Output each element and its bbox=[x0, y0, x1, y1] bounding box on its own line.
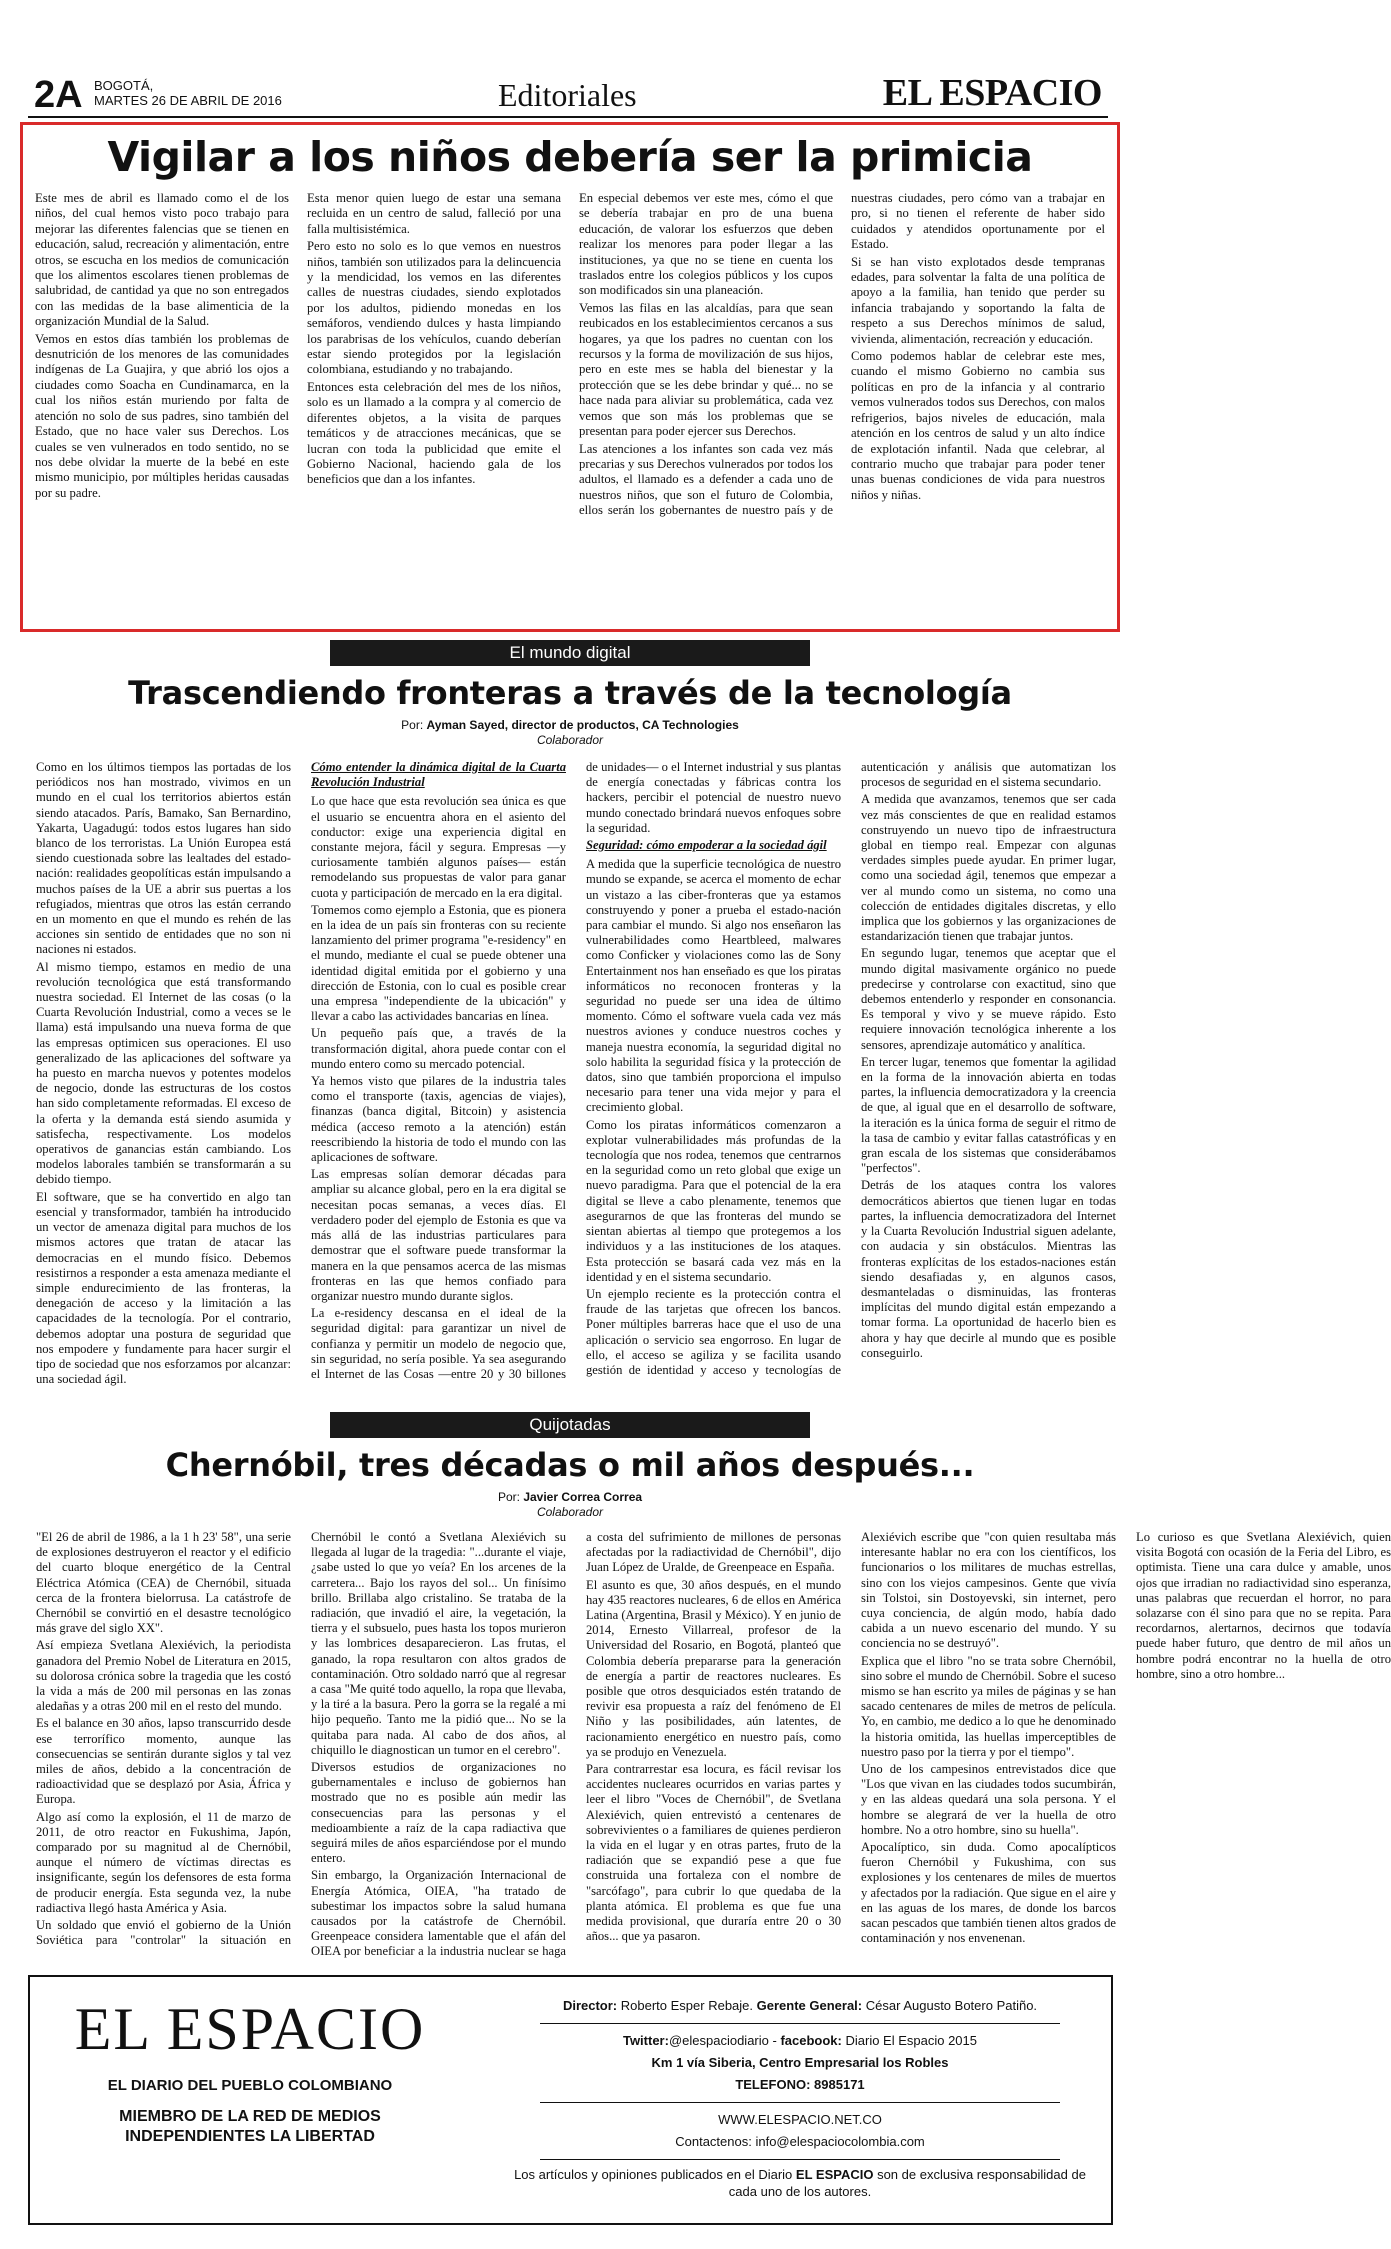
article-paragraph: A medida que la superficie tecnológica de nuestro mundo se expande, se acerca el momento de echar un vistazo a las ciber-fronteras que ya estamos construyendo y poner a prueba el estado-nación para cambiar el mundo. Si algo nos enseñaron las vulnerabilidades como Heartbleed, malwares como Conficker y violaciones como las de Sony Entertainment nos han enseñado es que los piratas informáticos no reconocen fronteras y la seguridad no puede ser una idea de último momento. Cómo el software vuela cada vez más nuestros aviones y conduce nuestros coches y maneja nuestra economía, la seguridad digital no solo habilita la seguridad física y la protección de datos, sino que también proporciona el impulso necesario para tener una vida mejor y para el crecimiento global. bbox=[586, 857, 841, 1115]
address: Km 1 vía Siberia, Centro Empresarial los Robles bbox=[651, 2055, 949, 2070]
article-paragraph: Sin embargo, la Organización Internacional de Energía Atómica, OIEA, "ha tratado de subestimar los impactos sobre la salud humana causados por la catástrofe de Chernóbil. Greenpeace considera lamentable que el afán del OIEA por beneficiar a la industria nuclear se haga a costa del sufrimiento de millones de personas afectadas por la radiactividad de Chernóbil", dijo Juan López de Uralde, de Greenpeace en España. bbox=[311, 1530, 841, 1959]
article-title: Trascendiendo fronteras a través de la tecnología bbox=[128, 674, 1012, 712]
byline-role: Colaborador bbox=[536, 1505, 604, 1519]
article-paragraph: Es el balance en 30 años, lapso transcurrido desde ese terrorífico momento, aunque las consecuencias se sentirán durante siglos y tal vez miles de años, debido a la concentración de radioactividad que se desplazó por Asia, África y Europa. bbox=[36, 1716, 291, 1807]
byline-prefix: Por: bbox=[497, 1490, 520, 1504]
phone-number: 8985171 bbox=[814, 2077, 865, 2092]
brand-logo: EL ESPACIO bbox=[882, 72, 1102, 114]
section-label: Editoriales bbox=[498, 77, 637, 113]
member-line-2: INDEPENDIENTES LA LIBERTAD bbox=[125, 2128, 375, 2145]
article-paragraph: En tercer lugar, tenemos que fomentar la agilidad en la forma de la innovación abierta en todas partes, la influencia democratizadora y la creencia de que, al igual que en el desarrollo de software, la iteración es la única forma de seguir el ritmo de la tasa de cambio y evitar fallas catastróficas y en gran escala de los sistemas que considerábamos "perfectos". bbox=[861, 1054, 1116, 1176]
byline-author: Ayman Sayed, director de productos, CA Technologies bbox=[426, 718, 739, 732]
member-line-1: MIEMBRO DE LA RED DE MEDIOS bbox=[119, 2108, 381, 2125]
editorial-paragraph: Entonces esta celebración del mes de los niños, solo es un llamado a la compra y al comercio de diferentes objetos, a la visita de parques temáticos y de atracciones mecánicas, que se lucran con toda la publicidad que emite el Gobierno Nacional, haciendo gala de los beneficios que dan a los infantes. bbox=[307, 379, 561, 487]
editorial-paragraph: Si se han visto explotados desde tempranas edades, para solventar la falta de una política de apoyo a la familia, han tenido que perder su infancia trabajando y soportando la falta de respeto a sus Derechos mínimos de salud, vivienda, alimentación, recreación y educación. bbox=[851, 254, 1105, 346]
editorial-paragraph: Como podemos hablar de celebrar este mes, cuando el mismo Gobierno no cambia sus políticas en pro de la infancia y al contrario vemos vulnerados todos sus Derechos, con malos refrigerios, bajos niveles de educación, mala atención en los centros de salud y un alto índice de explotación infantil. Nada que celebrar, al contrario mucho que trabajar para poder tener unas buenas condiciones de vida para nuestros niños y niñas. bbox=[851, 349, 1105, 502]
article-byline bbox=[20, 1490, 1120, 1520]
disclaimer-text: Los artículos y opiniones publicados en el Diario bbox=[514, 2167, 793, 2182]
editorial-body bbox=[35, 191, 1105, 519]
section-ribbon-mundo-digital: El mundo digital bbox=[330, 640, 810, 666]
footer-box bbox=[28, 1975, 1113, 2225]
byline-prefix: Por: bbox=[401, 718, 424, 732]
editorial-paragraph: Este mes de abril es llamado como el de los niños, del cual hemos visto poco trabajo para mejorar las diferentes falencias que se tienen en educación, salud, recreación y alimentación, entre otros, se escucha en los medios de comunicación que los alimentos escolares tienen problemas de salubridad, de cantidad ya que no son entregados con las medidas de la base alimenticia de la organización Mundial de la Salud. bbox=[35, 191, 289, 329]
article-paragraph: Tomemos como ejemplo a Estonia, que es pionera en la idea de un país sin fronteras con su reciente lanzamiento del primer programa "e-residency" en el mundo, mediante el cual se puede obtener una identidad digital emitida por el gobierno y una dirección de Estonia, con lo cual es posible crear una empresa "independiente de la ubicación" y llevar a cabo las actividades bancarias en línea. bbox=[311, 902, 566, 1024]
article-paragraph: Como en los últimos tiempos las portadas de los periódicos nos han mostrado, vivimos en un mundo en el cual los territorios abiertos están siendo atacados. París, Bamako, San Bernardino, Yakarta, Uagadugú: todos estos lugares han sido blanco de los terroristas. La Unión Europea está siendo cuestionada sobre las lealtades del estado-nación: realidades geopolíticas están impulsando a muchos países de la UE a abrir sus puertas a los refugiados, mientras que otros las están cerrando en un momento en que el mundo es rehén de las acciones sin sentido de entidades que no son ni naciones ni estados. bbox=[36, 760, 291, 957]
article-title: Chernóbil, tres décadas o mil años después... bbox=[165, 1446, 975, 1484]
editorial-paragraph: Esta menor quien luego de estar una semana recluida en un centro de salud, falleció por una falla multisistémica. bbox=[307, 191, 561, 236]
masthead bbox=[28, 70, 1108, 118]
contact-email[interactable]: info@elespaciocolombia.com bbox=[755, 2134, 925, 2149]
article-paragraph: Así empieza Svetlana Alexiévich, la periodista ganadora del Premio Nobel de Literatura en 2015, su dolorosa crónica sobre la tragedia que les costó la vida a más de 200 mil personas en las zonas aledañas y a otras 200 mil en el resto del mundo. bbox=[36, 1638, 291, 1714]
article-paragraph: Lo curioso es que Svetlana Alexiévich, quien visita Bogotá con ocasión de la Feria del Libro, es optimista. Tiene una cara dulce y amable, unos ojos que irradian no radiactividad sino esperanza, unas palabras que recuerdan el horror, no para solazarse con él sino para que no se repita. Para recordarnos, alertarnos, decirnos que todavía puede haber futuro, que dentro de mil años un hombre podrá encontrar no la huella de otro hombre, sino a otro hombre... bbox=[1136, 1530, 1391, 1681]
article-paragraph: Para contrarrestar esa locura, es fácil revisar los accidentes nucleares ocurridos en varias partes y leer el libro "Voces de Chernóbil", de Svetlana Alexiévich, quien entrevistó a centenares de sobrevivientes o a familiares de quienes perdieron la vida en el lugar y en otras partes, fruto de la radiación que se expandió pese a que fue construida una fortaleza con el nombre de "sarcófago", para cubrir lo que quedaba de la planta atómica. El problema es que fue una medida provisional, que duraría entre 20 o 30 años... que ya pasaron. bbox=[586, 1762, 841, 1944]
article-paragraph: La e-residency descansa en el ideal de la seguridad digital: para garantizar un nivel de confianza y permitir un modelo de negocio que, sin seguridad, no sería posible. Ya sea asegurando el Internet de las Cosas —entre 20 y 30 billones de unidades— o el Internet industrial y sus plantas de energía conectadas y fábricas contra los hackers, percibir el potencial de nuestro nuevo mundo conectado brindará nuevos enfoques sobre la seguridad. bbox=[311, 760, 841, 1381]
article-paragraph: Alexiévich escribe que "con quien resultaba más interesante hablar no era con los científicos, los funcionarios o los militares de muchas estrellas, sino con los viejos campesinos. Gente que vivía sin Tolstoi, sin Dostoyevski, sin internet, pero cuya conciencia, de algún modo, había dado cabida a un nuevo escenario del mundo. Y su conciencia no se destruyó". bbox=[861, 1530, 1116, 1651]
byline-role: Colaborador bbox=[536, 733, 604, 747]
footer-logo: EL ESPACIO bbox=[74, 1996, 426, 2062]
contact-line bbox=[500, 2131, 1100, 2153]
article-paragraph: Detrás de los ataques contra los valores democráticos abiertos que tienen lugar en todas partes, la influencia democratizadora del Internet y la Cuarta Revolución Industrial siguen adelante, con audacia y sin obstáculos. Mientras las fronteras explícitas de los estados-naciones están siendo desafiadas y, en algunos casos, desmanteladas o disminuidas, las fronteras implícitas del mundo digital están empezando a tomar forma. La oportunidad de hacerlo bien es ahora y hay que decirle al mundo que es posible conseguirlo. bbox=[861, 1178, 1116, 1360]
editorial-title: Vigilar a los niños debería ser la primicia bbox=[107, 133, 1033, 181]
page-number: 2A bbox=[34, 74, 83, 116]
article-paragraph: Como los piratas informáticos comenzaron a explotar vulnerabilidades más profundas de la tecnología que nos rodea, tenemos que centrarnos en la seguridad como un reto global que exige un nuevo paradigma. Para que el potencial de la era digital se lleve a cabo plenamente, tenemos que asegurarnos de que las fronteras del mundo se sientan abiertas al tiempo que protegemos a los individuos y a las instituciones de los ataques. Esta protección se basará cada vez más en la identidad y en el sistema secundario. bbox=[586, 1117, 841, 1284]
disclaimer bbox=[500, 2166, 1100, 2200]
article-body bbox=[36, 1530, 1391, 1962]
contact-label: Contactenos: bbox=[675, 2134, 752, 2149]
editorial-paragraph: Pero esto no solo es lo que vemos en nuestros niños, también son utilizados para la delincuencia y la mendicidad, los vemos en las diferentes calles de nuestras ciudades, siendo explotados por los adultos, pidiendo monedas en los semáforos, vendiendo dulces y hasta limpiando los parabrisas de los vehículos, cuando deberían estar siendo protegidos por la legislación colombiana, estudiando y no trabajando. bbox=[307, 239, 561, 377]
article-paragraph: Al mismo tiempo, estamos en medio de una revolución tecnológica que está transformando nuestra sociedad. El Internet de las cosas (o la Cuarta Revolución Industrial, como a veces se le llama) está impulsando una nueva forma de que las empresas optimicen sus operaciones. El uso generalizado de las aplicaciones del software ya ha puesto en marcha nuevos y potentes modelos de negocio, donde las estructuras de los costos han sido completamente reformadas. El exceso de la oferta y la demanda está siendo asumida y satisfecha, respectivamente. Los modelos operativos de ganancias están cambiando. Los modelos laborales también se transformarán a su debido tiempo. bbox=[36, 959, 291, 1187]
article-paragraph: Las empresas solían demorar décadas para ampliar su alcance global, pero en la era digital se necesitan pocas semanas, a veces días. El verdadero poder del ejemplo de Estonia es que va más allá de las industrias particulares para demostrar que el software puede transformar la manera en la que pensamos acerca de las mismas fronteras en las que hemos confiado para organizar nuestro mundo durante siglos. bbox=[311, 1167, 566, 1303]
website-link[interactable]: WWW.ELESPACIO.NET.CO bbox=[718, 2112, 882, 2127]
dateline-city: BOGOTÁ, bbox=[94, 78, 154, 93]
editorial-paragraph: Las atenciones a los infantes son cada vez más precarias y sus Derechos vulnerados por todos los adultos, el llamado es a defender a cada uno de nuestros niños, que son el futuro de Colombia, ellos serán los gobernantes de nuestro país y de nuestras ciudades, pero cómo van a trabajar en pro, si no tienen el referente de haber sido cuidados y atendidos oportunamente por el Estado. bbox=[579, 191, 1105, 518]
article-paragraph: Un ejemplo reciente es la protección contra el fraude de las tarjetas que ofrecen los bancos. Poner múltiples barreras hace que el uso de una aplicación o servicio sea engorroso. En lugar de ello, el acceso se agiliza y se facilita usando gestión de identidad y acceso y tecnologías de autenticación y análisis que automatizan los procesos de seguridad en el sistema secundario. bbox=[586, 760, 1116, 1377]
article-paragraph: El software, que se ha convertido en algo tan esencial y transformador, también ha introducido un vector de amenaza digital para muchos de los mismos actores que tratan de atacar las democracias en el mundo físico. Debemos resistirnos a responder a esta amenaza mediante el simple endurecimiento de las fronteras, la denegación de acceso y la limitación a las capacidades de la tecnología. Por el contrario, debemos adoptar una postura de seguridad que nos empodere y fundamente para hacer surgir el tipo de sociedad que nos esforzamos por alcanzar: una sociedad ágil. bbox=[36, 1189, 291, 1387]
manager-label: Gerente General: bbox=[756, 1998, 863, 2013]
article-byline bbox=[20, 718, 1120, 748]
manager-name: César Augusto Botero Patiño. bbox=[865, 1998, 1038, 2013]
article-paragraph: "El 26 de abril de 1986, a la 1 h 23' 58", una serie de explosiones destruyeron el reactor y el edificio del cuarto bloque energético de la Central Eléctrica Atómica (CEA) de Chernóbil, situada cerca de la frontera bielorrusa. La catástrofe de Chernóbil se convirtió en el desastre tecnológico más grave del siglo XX". bbox=[36, 1530, 291, 1636]
article-paragraph: Lo que hace que esta revolución sea única es que el usuario se encuentra ahora en el asiento del conductor: exige una experiencia digital en constante mejora, fácil y segura. Empresas —y curiosamente también algunos países— están remodelando sus propuestas de valor para ganar cuota y participación de mercado en la era digital. bbox=[311, 794, 566, 900]
editorial-paragraph: Vemos en estos días también los problemas de desnutrición de los menores de las comunidades indígenas de La Guajira, y que abrió los ojos a ciudades como Soacha en Cundinamarca, en la cual los niños están muriendo por falta de atención no solo de sus padres, sino también del Estado, que no hace valer sus Derechos. Los cuales se ven vulnerados en todo sentido, no se nos debe olvidar la muerte de la bebé en este mismo municipio, por múltiples heridas causadas por su padre. bbox=[35, 331, 289, 500]
footer-tagline: EL DIARIO DEL PUEBLO COLOMBIANO bbox=[107, 2077, 393, 2094]
footer-info bbox=[500, 1995, 1100, 2200]
address-line bbox=[500, 2052, 1100, 2074]
editorial-paragraph: Vemos las filas en las alcaldías, para que sean reubicados en los establecimientos cercanos a sus hogares, ya que los padres no cuentan con los recursos y la forma de movilización de sus hijos, pero en este mes se habla del bienestar y la protección que se les debe brindar y qué... no se hace nada para aliviar su problemática, cada vez vemos que son más los problemas que se presentan para poder ejercer sus Derechos. bbox=[579, 300, 833, 439]
facebook-label: facebook: bbox=[780, 2033, 842, 2048]
dateline-date: MARTES 26 DE ABRIL DE 2016 bbox=[94, 93, 282, 108]
article-paragraph: Uno de los campesinos entrevistados dice que "Los que vivan en las ciudades todos sucumbirán, y en las aldeas quedará una sola persona. Y el hombre se alegrará de ver la huella de otro hombre. No a otro hombre, sino su huella". bbox=[861, 1762, 1116, 1837]
divider bbox=[540, 2102, 1060, 2103]
divider bbox=[540, 2159, 1060, 2160]
byline-author: Javier Correa Correa bbox=[523, 1490, 643, 1504]
website-line bbox=[500, 2109, 1100, 2131]
twitter-label: Twitter: bbox=[622, 2033, 669, 2048]
editorial-paragraph: En especial debemos ver este mes, cómo el que se debería trabajar en pro de una buena educación, de valorar los esfuerzos que deben realizar los menores para poder llegar a las instituciones, ya que no se tiene en cuenta los traslados entre los colegios públicos y los cupos son modificados sin una planeación. bbox=[579, 191, 833, 298]
article-subheading: Cómo entender la dinámica digital de la Cuarta Revolución Industrial bbox=[311, 760, 566, 790]
editorial-box bbox=[20, 122, 1120, 632]
article-paragraph: El asunto es que, 30 años después, en el mundo hay 435 reactores nucleares, 6 de ellos en América Latina (Argentina, Brasil y México). Y en junio de 2014, Ernesto Villarreal, profesor de la Universidad del Rosario, en Bogotá, planteó que Colombia debería prepararse para la generación de energía a partir de reactores nucleares. Es posible que otros desquiciados estén tratando de revivir esa propuesta a raíz del fenómeno de El Niño y las posibilidades, aún latentes, de racionamiento energético en nuestro país, como ya se produjo en Venezuela. bbox=[586, 1577, 841, 1759]
article-paragraph: En segundo lugar, tenemos que aceptar que el mundo digital masivamente orgánico no puede predecirse y controlarse con exactitud, sino que debemos entenderlo y responder en consonancia. Es temporal y vivo y se mueve rápido. Esto requiere innovación tecnológica inherente a los sensores, aprendizaje automático y analítica. bbox=[861, 946, 1116, 1052]
staff-line bbox=[500, 1995, 1100, 2017]
twitter-handle: @elespaciodiario bbox=[668, 2033, 769, 2048]
article-paragraph: Un pequeño país que, a través de la transformación digital, ahora puede contar con el mundo entero como su mercado potencial. bbox=[311, 1026, 566, 1071]
social-line: Twitter:@elespaciodiario - facebook: Diario El Espacio 2015 bbox=[622, 2033, 978, 2048]
dateline bbox=[94, 78, 282, 108]
director-name: Roberto Esper Rebaje. bbox=[620, 1998, 754, 2013]
director-label: Director: bbox=[562, 1998, 618, 2013]
section-ribbon-quijotadas: Quijotadas bbox=[330, 1412, 810, 1438]
phone-line bbox=[500, 2074, 1100, 2096]
disclaimer-brand: EL ESPACIO bbox=[795, 2167, 874, 2182]
article-paragraph: Apocalíptico, sin duda. Como apocalípticos fueron Chernóbil y Fukushima, con sus explosiones y los centenares de miles de muertos y afectados por la radiación. Que sigue en el aire y en las aguas de los mares, de donde los barcos sacan pescados que también tienen altos grados de contaminación y nos envenenan. bbox=[861, 1840, 1116, 1946]
article-paragraph: A medida que avanzamos, tenemos que ser cada vez más conscientes de que en realidad estamos construyendo un nuevo tipo de infraestructura global en tiempo real. Empezar con algunas verdades simples puede ayudar. En primer lugar, como una sociedad ágil, tenemos que empezar a ver al mundo como un sistema, no como una colección de entidades digitales discretas, y ello implica que los gobiernos y las organizaciones de estandarización tienen que trabajar juntos. bbox=[861, 792, 1116, 944]
article-paragraph: Diversos estudios de organizaciones no gubernamentales e incluso de gobiernos han mostrado que no es posible aún medir las consecuencias para las personas y el medioambiente a raíz de la capa radiactiva que seguirá miles de años esparciéndose por el mundo entero. bbox=[311, 1760, 566, 1866]
phone-label: TELEFONO: bbox=[735, 2077, 811, 2092]
divider bbox=[540, 2023, 1060, 2024]
article-paragraph: Algo así como la explosión, el 11 de marzo de 2011, de otro reactor en Fukushima, Japón, comparado por su magnitud al de Chernóbil, aunque el número de víctimas directas es insignificante, según los defensores de esta forma de producir energía. Esta segunda vez, la nube radiactiva llegó hasta América y Asia. bbox=[36, 1809, 291, 1915]
article-paragraph: Explica que el libro "no se trata sobre Chernóbil, sino sobre el mundo de Chernóbil. Sobre el suceso mismo se han escrito ya miles de páginas y se han sacado centenares de miles de metros de película. Yo, en cambio, me dedico a lo que he denominado la historia omitida, las huellas imperceptibles de nuestro paso por la tierra y por el tiempo". bbox=[861, 1653, 1116, 1759]
facebook-page: Diario El Espacio 2015 bbox=[845, 2033, 978, 2048]
article-paragraph: Ya hemos visto que pilares de la industria tales como el transporte (taxis, agencias de viajes), finanzas (banca digital, Bitcoin) y asistencia médica (acceso remoto a la atención) están reescribiendo la historia de todo el mundo con las aplicaciones de software. bbox=[311, 1074, 566, 1165]
article-paragraph: Un soldado que envió el gobierno de la Unión Soviética para "controlar" la situación en Chernóbil le contó a Svetlana Alexiévich su llegada al lugar de la tragedia: "...durante el viaje, ¿sabe usted lo que yo veía? En los arcenes de la carretera... Bajo los rayos del sol... Un finísimo brillo. Brillaba algo cristalino. Se trataba de la radiación, que invadió el aire, la vegetación, la tierra y el subsuelo, pues hasta los topos murieron y las lombrices desaparecieron. Las frutas, el ganado, la ropa resultaron con altos grados de contaminación. Otro soldado narró que al regresar a casa "Me quité todo aquello, la ropa que llevaba, y la tiré a la basura. Pero la gorra se la regalé a mi hijo pequeño. Tanto me la pidió que... No se la quitaba para nada. Al cabo de dos años, al chiquillo le diagnostican un tumor en el cerebro". bbox=[36, 1530, 566, 1948]
footer-member-text bbox=[50, 2107, 450, 2147]
article-body bbox=[36, 760, 1116, 1400]
disclaimer-text: son de exclusiva responsabilidad de cada uno de los autores. bbox=[728, 2167, 1086, 2199]
article-subheading: Seguridad: cómo empoderar a la sociedad ágil bbox=[586, 838, 827, 853]
